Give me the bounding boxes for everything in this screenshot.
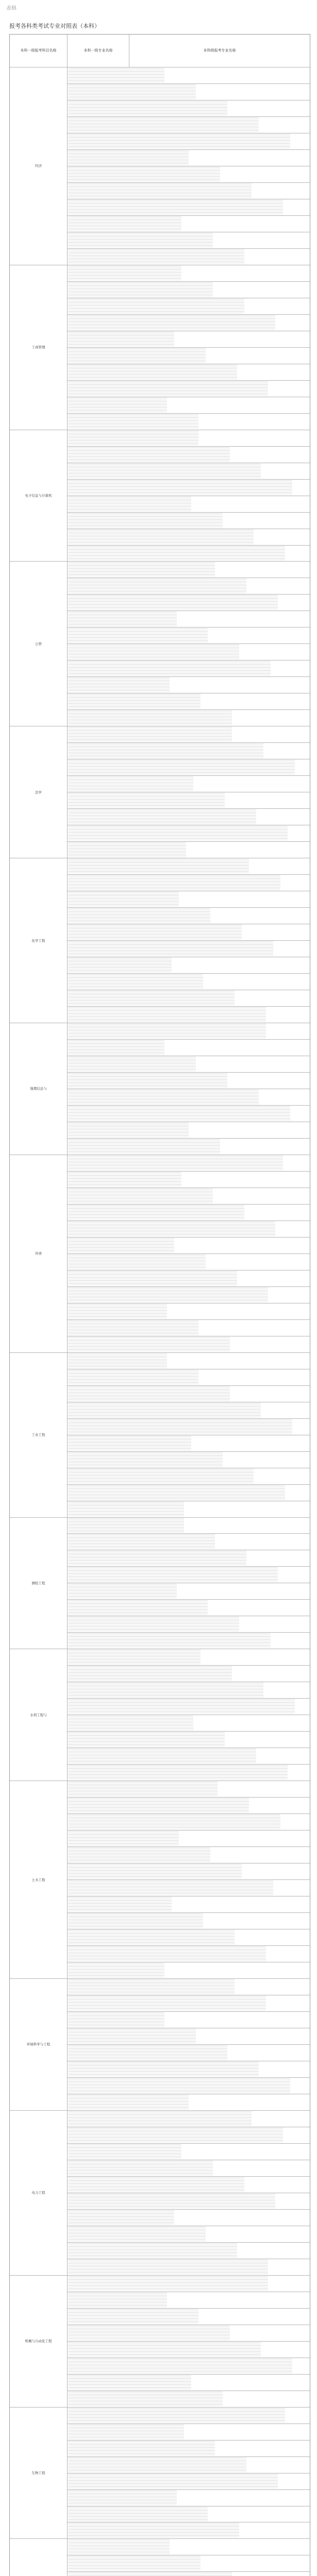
table-row: [68, 2210, 310, 2226]
table-row: [68, 2177, 310, 2193]
table-row: [68, 1122, 310, 1139]
table-row: [68, 2325, 310, 2342]
table-row: [68, 2555, 310, 2572]
table-row: [68, 282, 310, 298]
table-row: [68, 1270, 310, 1287]
table-row: [68, 1715, 310, 1732]
table-row: [68, 364, 310, 381]
table-row: [68, 2490, 310, 2506]
table-row: [68, 2391, 310, 2408]
table-row: [68, 1649, 310, 1666]
table-row: [68, 1682, 310, 1699]
table-row: [68, 726, 310, 743]
table-row: [68, 1995, 310, 2012]
table-row: [68, 133, 310, 150]
table-row: [68, 2012, 310, 2028]
table-row: [68, 858, 310, 875]
table-row: [68, 1567, 310, 1583]
table-row: [68, 1073, 310, 1089]
table-row: [68, 529, 310, 546]
table-row: [68, 2539, 310, 2555]
table-row: [68, 1254, 310, 1270]
table-row: [68, 1402, 310, 1419]
table-row: [68, 2111, 310, 2127]
table-row: [68, 1452, 310, 1468]
table-row: [68, 2045, 310, 2061]
table-row: [68, 2160, 310, 2177]
group-label: [10, 2539, 68, 2576]
table-row: [68, 199, 310, 216]
table-row: [68, 1238, 310, 1254]
table-row: [68, 2028, 310, 2045]
table-row: [68, 2276, 310, 2292]
table-row: [68, 891, 310, 908]
table-row: [68, 1913, 310, 1929]
table-row: [68, 1007, 310, 1023]
table-row: [68, 249, 310, 265]
table-row: [68, 1353, 310, 1369]
table-row: [68, 1699, 310, 1715]
table-row: [68, 1172, 310, 1188]
table-row: [68, 2292, 310, 2309]
page-title: 报考各科类考试专业对照表（本科）: [9, 23, 100, 29]
table-row: [68, 1155, 310, 1172]
table-row: [68, 809, 310, 825]
table-row: [68, 759, 310, 776]
table-row: [68, 397, 310, 414]
group-label: 公管: [10, 562, 68, 726]
table-row: [68, 941, 310, 957]
table-row: [68, 1550, 310, 1567]
table-row: [68, 792, 310, 809]
group-label: 土木工程: [10, 1781, 68, 1979]
table-row: [68, 1089, 310, 1106]
table-row: [68, 1814, 310, 1831]
table-row: [68, 2375, 310, 2391]
table-row: [68, 480, 310, 496]
table-row: [68, 2408, 310, 2424]
table-row: [68, 1205, 310, 1221]
table-row: [68, 265, 310, 282]
table-row: [68, 348, 310, 364]
table-row: [68, 2473, 310, 2490]
table-row: [68, 513, 310, 529]
table-row: [68, 1287, 310, 1303]
table-row: [68, 693, 310, 710]
table-row: [68, 743, 310, 759]
table-row: [68, 562, 310, 578]
table-row: [68, 2358, 310, 2375]
table-row: [68, 1023, 310, 1040]
table-row: [68, 644, 310, 660]
table-row: [68, 496, 310, 513]
table-row: [68, 1435, 310, 1452]
table-row: [68, 2506, 310, 2523]
table-row: [68, 1831, 310, 1847]
header-major: 本科一级专业名称: [68, 35, 129, 67]
table-row: [68, 1979, 310, 1995]
table-row: [68, 67, 310, 84]
table-row: [68, 414, 310, 430]
group-label: 测绘工程: [10, 1518, 68, 1650]
group-label: 法学: [10, 726, 68, 858]
table-row: [68, 2441, 310, 2457]
table-row: [68, 660, 310, 677]
major-comparison-table: [9, 34, 310, 2576]
table-row: [68, 1468, 310, 1485]
group-label: 外语: [10, 1155, 68, 1353]
table-row: [68, 1880, 310, 1896]
table-row: [68, 1748, 310, 1765]
group-label: 地理信息与: [10, 1023, 68, 1155]
table-row: [68, 298, 310, 315]
table-row: [68, 628, 310, 644]
table-row: [68, 216, 310, 232]
table-row: [68, 595, 310, 611]
table-row: [68, 1732, 310, 1748]
group-label: 工业工程: [10, 1353, 68, 1518]
table-row: [68, 2259, 310, 2276]
table-row: [68, 117, 310, 133]
table-row: [68, 875, 310, 891]
page-tag: 表格: [6, 6, 16, 11]
table-row: [68, 166, 310, 183]
table-row: [68, 2226, 310, 2243]
table-row: [68, 381, 310, 397]
header-subject: 本科一级报考科目名称: [10, 35, 68, 67]
group-label: 电力工程: [10, 2111, 68, 2276]
table-row: [68, 842, 310, 858]
table-row: [68, 1386, 310, 1402]
table-row: [68, 1896, 310, 1913]
table-row: [68, 1929, 310, 1946]
table-row: [68, 2457, 310, 2473]
table-row: [68, 1320, 310, 1336]
table-row: [68, 1419, 310, 1435]
table-row: [68, 1303, 310, 1320]
table-row: [68, 990, 310, 1007]
table-row: [68, 2522, 310, 2539]
table-row: [68, 1781, 310, 1798]
group-label: 工商管理: [10, 265, 68, 430]
table-row: [68, 100, 310, 117]
table-row: [68, 1946, 310, 1962]
table-row: [68, 2144, 310, 2160]
table-row: [68, 2193, 310, 2210]
table-row: [68, 1534, 310, 1550]
table-row: [68, 611, 310, 628]
group-label: 生物工程: [10, 2408, 68, 2539]
table-row: [68, 1583, 310, 1600]
table-row: [68, 2061, 310, 2078]
group-label: 化学工程: [10, 858, 68, 1023]
table-row: [68, 331, 310, 348]
table-row: [68, 546, 310, 562]
group-label: 经济: [10, 67, 68, 265]
table-row: [68, 924, 310, 941]
table-row: [68, 825, 310, 842]
group-label: 环境科学与工程: [10, 1979, 68, 2111]
header-exam-major: 本科级报考专业名称: [129, 35, 310, 67]
table-row: [68, 1600, 310, 1616]
group-label: 机械与自动化工程: [10, 2276, 68, 2408]
table-row: [68, 1139, 310, 1155]
table-row: [68, 232, 310, 249]
table-row: [68, 908, 310, 924]
table-row: [68, 1188, 310, 1205]
table-row: [68, 710, 310, 726]
table-row: [68, 776, 310, 792]
table-row: [68, 1106, 310, 1122]
table-row: [68, 1369, 310, 1386]
table-row: [68, 578, 310, 595]
table-row: [68, 2309, 310, 2325]
table-row: [68, 1765, 310, 1781]
table-row: [68, 1485, 310, 1501]
table-row: [68, 1666, 310, 1682]
table-row: [68, 1798, 310, 1814]
table-row: [68, 1040, 310, 1056]
table-row: [68, 315, 310, 331]
table-row: [68, 1863, 310, 1880]
table-row: [68, 2424, 310, 2441]
table-row: [68, 1518, 310, 1534]
table-row: [68, 1501, 310, 1518]
group-label: 水利工程与: [10, 1649, 68, 1781]
table-row: [68, 2572, 310, 2576]
table-row: [68, 2342, 310, 2358]
table-row: [68, 1847, 310, 1863]
table-row: [68, 84, 310, 100]
group-label: 电子信息与计算机: [10, 430, 68, 562]
table-row: [68, 2243, 310, 2259]
table-row: [68, 1633, 310, 1649]
table-row: [68, 677, 310, 693]
table-row: [68, 463, 310, 480]
table-row: [68, 1056, 310, 1073]
table-row: [68, 150, 310, 166]
table-row: [68, 2094, 310, 2111]
table-row: [68, 957, 310, 974]
table-row: [68, 183, 310, 199]
table-row: [68, 974, 310, 990]
table-row: [68, 2127, 310, 2144]
table-row: [68, 1616, 310, 1633]
table-row: [68, 2078, 310, 2094]
table-row: [68, 1336, 310, 1353]
table-row: [68, 447, 310, 463]
table-row: [68, 430, 310, 447]
table-row: [68, 1962, 310, 1979]
table-row: [68, 1221, 310, 1238]
